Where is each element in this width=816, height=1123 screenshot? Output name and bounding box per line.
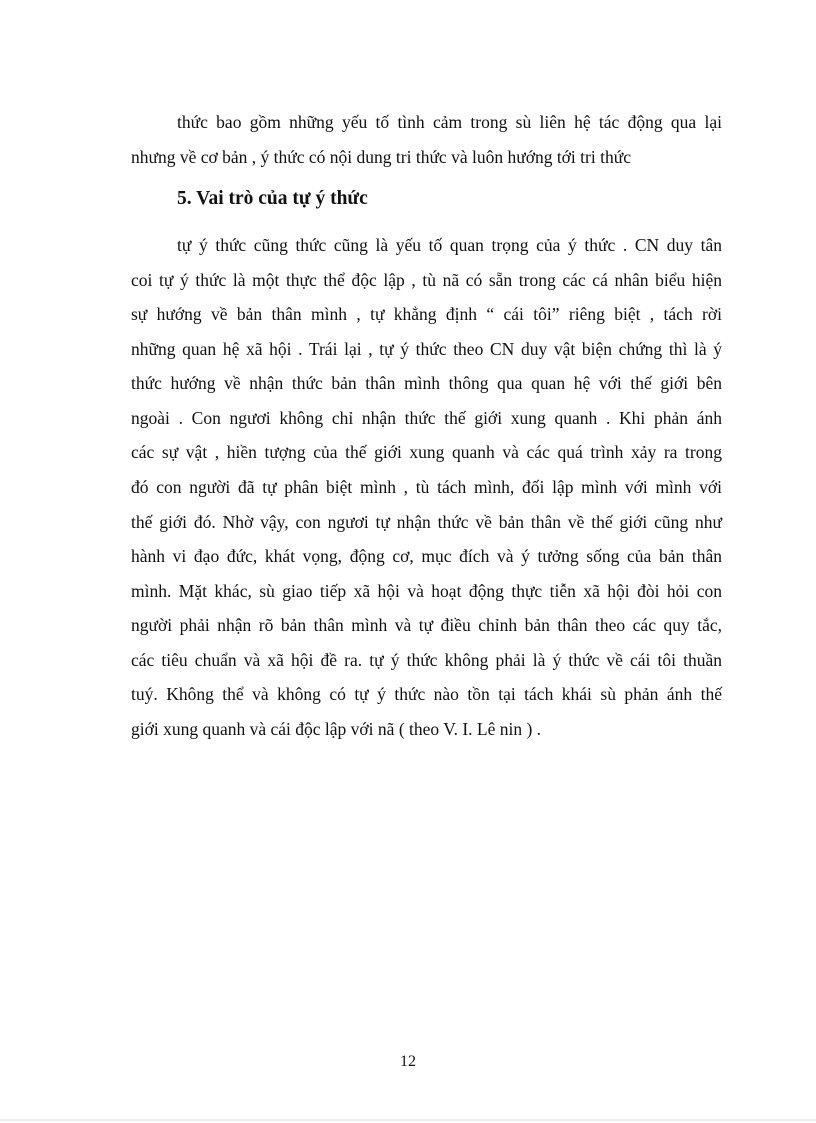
paragraph-2-line-13: các tiêu chuẩn và xã hội đề ra. tự ý thức không phải là ý thức về cái tôi thuần [131, 650, 722, 670]
paragraph-1-line-1: thức bao gồm những yếu tố tình cảm trong sù liên hệ tác động qua lại [177, 112, 722, 132]
paragraph-2-line-2: coi tự ý thức là một thực thể độc lập , tù nã có sẵn trong các cá nhân biểu hiện [131, 270, 722, 290]
paragraph-2-line-7: các sự vật , hiền tượng của thế giới xung quanh và các quá trình xảy ra trong [131, 442, 722, 462]
page-bottom-edge [0, 1119, 816, 1121]
paragraph-2-line-6: ngoài . Con ngươi không chỉ nhận thức thế giới xung quanh . Khi phản ánh [131, 408, 722, 428]
paragraph-2-line-15: giới xung quanh và cái độc lập với nã ( theo V. I. Lê nin ) . [131, 719, 542, 739]
paragraph-2-line-10: hành vi đạo đức, khát vọng, động cơ, mục đích và ý tưởng sống của bản thân [131, 546, 722, 566]
paragraph-1-line-2: nhưng về cơ bản , ý thức có nội dung tri thức và luôn hướng tới tri thức [131, 147, 631, 167]
paragraph-2-line-1: tự ý thức cũng thức cũng là yếu tố quan trọng của ý thức . CN duy tân [177, 235, 722, 255]
paragraph-2-line-11: mình. Mặt khác, sù giao tiếp xã hội và hoạt động thực tiễn xã hội đòi hỏi con [131, 581, 722, 601]
paragraph-2-line-4: những quan hệ xã hội . Trái lại , tự ý thức theo CN duy vật biện chứng thì là ý [131, 339, 722, 359]
paragraph-2-line-12: người phải nhận rõ bản thân mình và tự điều chỉnh bản thân theo các quy tắc, [131, 615, 722, 635]
paragraph-2-line-8: đó con người đã tự phân biệt mình , tù tách mình, đối lập mình với mình với [131, 477, 722, 497]
page-number: 12 [400, 1053, 416, 1070]
section-heading: 5. Vai trò của tự ý thức [177, 188, 368, 209]
paragraph-2-line-5: thức hướng về nhận thức bản thân mình thông qua quan hệ với thế giới bên [131, 373, 722, 393]
paragraph-2-line-3: sự hướng về bản thân mình , tự khẳng định “ cái tôi” riêng biệt , tách rời [131, 304, 722, 324]
paragraph-2-line-9: thế giới đó. Nhờ vậy, con ngươi tự nhận thức về bản thân về thế giới cũng như [131, 512, 722, 532]
paragraph-2-line-14: tuý. Không thể và không có tự ý thức nào tồn tại tách khái sù phản ánh thế [131, 684, 722, 704]
